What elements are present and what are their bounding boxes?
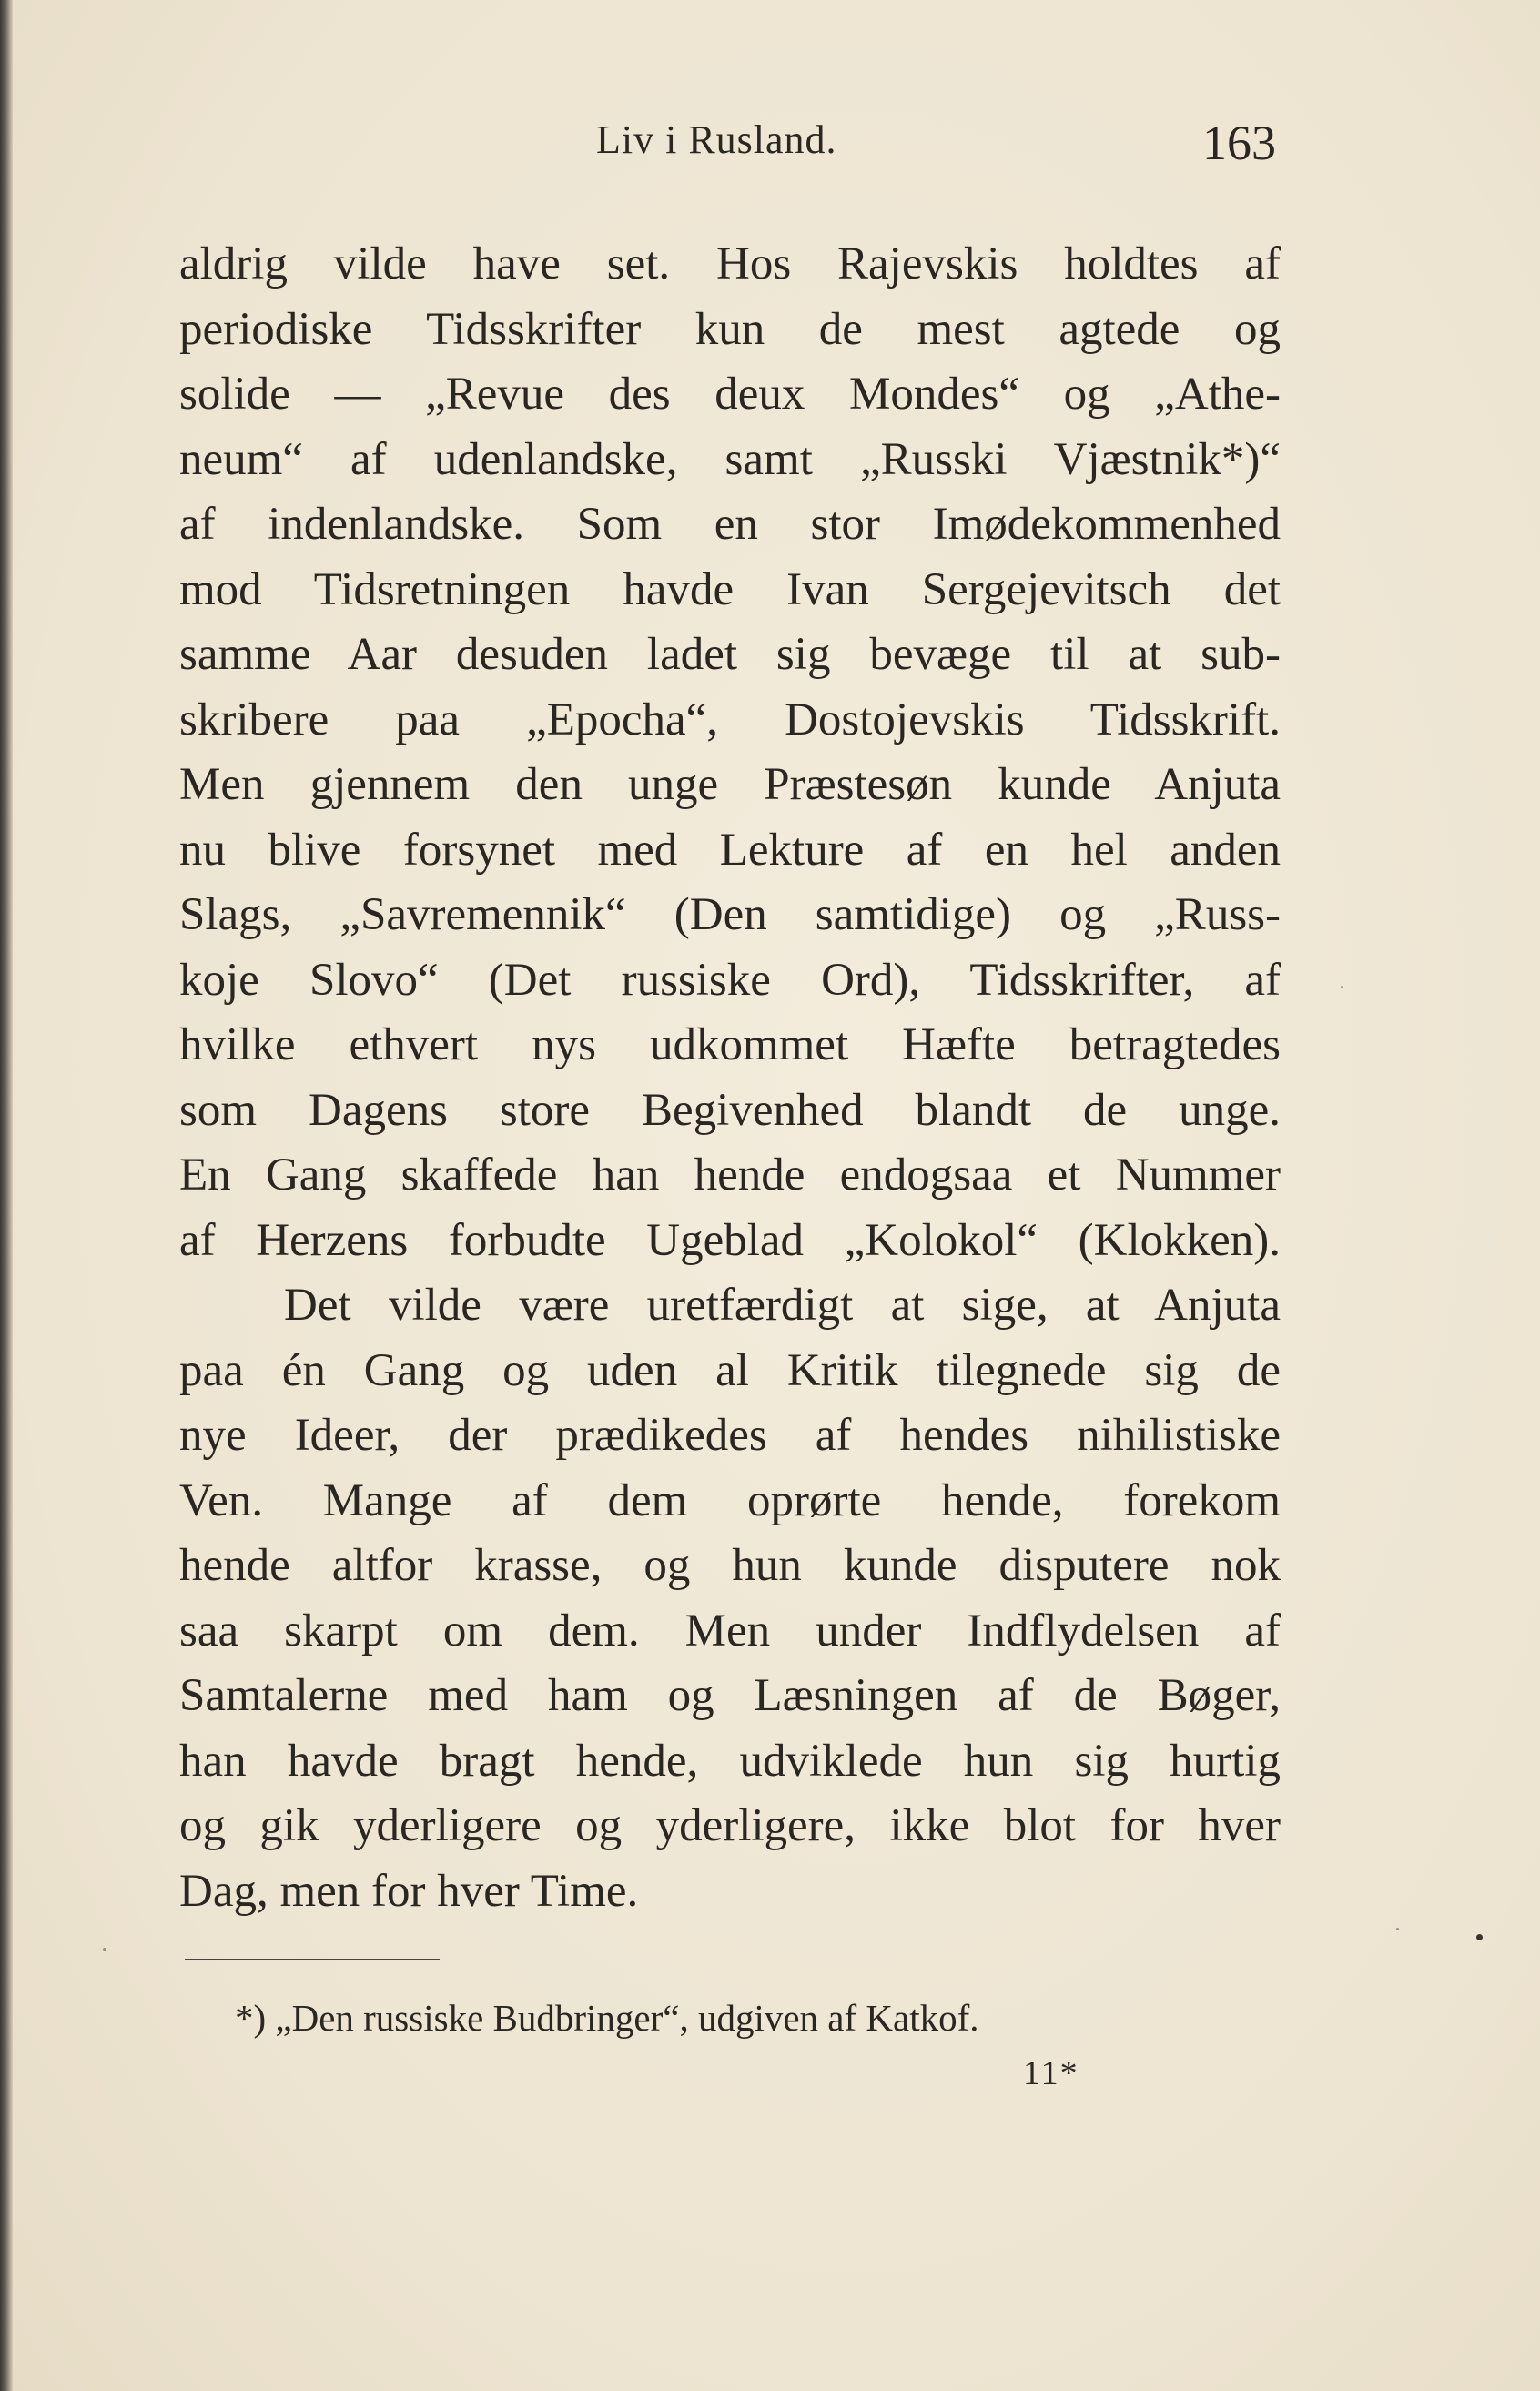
- text-line: saa skarpt om dem. Men under Indflydelsen af: [179, 1605, 1281, 1656]
- binding-edge: [0, 0, 13, 2391]
- text-line: Samtalerne med ham og Læsningen af de Bøger,: [179, 1670, 1281, 1721]
- text-line: som Dagens store Begivenhed blandt de unge.: [179, 1084, 1281, 1136]
- text-line: af indenlandske. Som en stor Imødekommenhed: [179, 499, 1281, 550]
- text-line: periodiske Tidsskrifter kun de mest agtede og: [179, 303, 1281, 355]
- text-line: Men gjennem den unge Præstesøn kunde Anjuta: [179, 759, 1281, 810]
- text-line: han havde bragt hende, udviklede hun sig hurtig: [179, 1735, 1281, 1787]
- text-line: mod Tidsretningen havde Ivan Sergejevitsch det: [179, 563, 1281, 615]
- paper-speck: [103, 1948, 106, 1951]
- text-line: aldrig vilde have set. Hos Rajevskis holdtes af: [179, 238, 1281, 289]
- text-line: og gik yderligere og yderligere, ikke blot for hver: [179, 1800, 1281, 1851]
- text-line: nye Ideer, der prædikedes af hendes nihilistiske: [179, 1410, 1281, 1461]
- text-line: koje Slovo“ (Det russiske Ord), Tidsskrifter, af: [179, 954, 1281, 1006]
- text-line: En Gang skaffede han hende endogsaa et Nummer: [179, 1150, 1281, 1201]
- running-head: Liv i Rusland.: [596, 117, 837, 162]
- text-line: Slags, „Savremennik“ (Den samtidige) og „Russ-: [179, 889, 1281, 940]
- text-line: Ven. Mange af dem oprørte hende, forekom: [179, 1474, 1281, 1526]
- paragraph-end-line: Dag, men for hver Time.: [179, 1865, 639, 1917]
- text-line: hende altfor krasse, og hun kunde disputere nok: [179, 1540, 1281, 1591]
- paper-speck: [1396, 1928, 1399, 1930]
- text-line: solide — „Revue des deux Mondes“ og „Athe-: [179, 369, 1281, 420]
- paper-speck: [1341, 986, 1343, 988]
- paragraph-start-line: Det vilde være uretfærdigt at sige, at Anjuta: [284, 1280, 1281, 1331]
- text-line: af Herzens forbudte Ugeblad „Kolokol“ (Klokken).: [179, 1214, 1281, 1266]
- text-line: hvilke ethvert nys udkommet Hæfte betragtedes: [179, 1019, 1281, 1070]
- text-line: paa én Gang og uden al Kritik tilegnede sig de: [179, 1344, 1281, 1396]
- text-line: nu blive forsynet med Lekture af en hel anden: [179, 824, 1281, 876]
- footnote-rule: [185, 1959, 440, 1960]
- text-line: neum“ af udenlandske, samt „Russki Vjæstnik*)“: [179, 433, 1281, 485]
- body-text: [179, 232, 1281, 1924]
- text-line: skribere paa „Epocha“, Dostojevskis Tidsskrift.: [179, 694, 1281, 745]
- paper-speck: [1476, 1934, 1483, 1940]
- signature-mark: 11*: [1023, 2054, 1079, 2092]
- footnote: *) „Den russiske Budbringer“, udgiven af Katkof.: [235, 1997, 979, 2039]
- page-number: 163: [1202, 116, 1276, 170]
- text-line: samme Aar desuden ladet sig bevæge til at sub-: [179, 629, 1281, 680]
